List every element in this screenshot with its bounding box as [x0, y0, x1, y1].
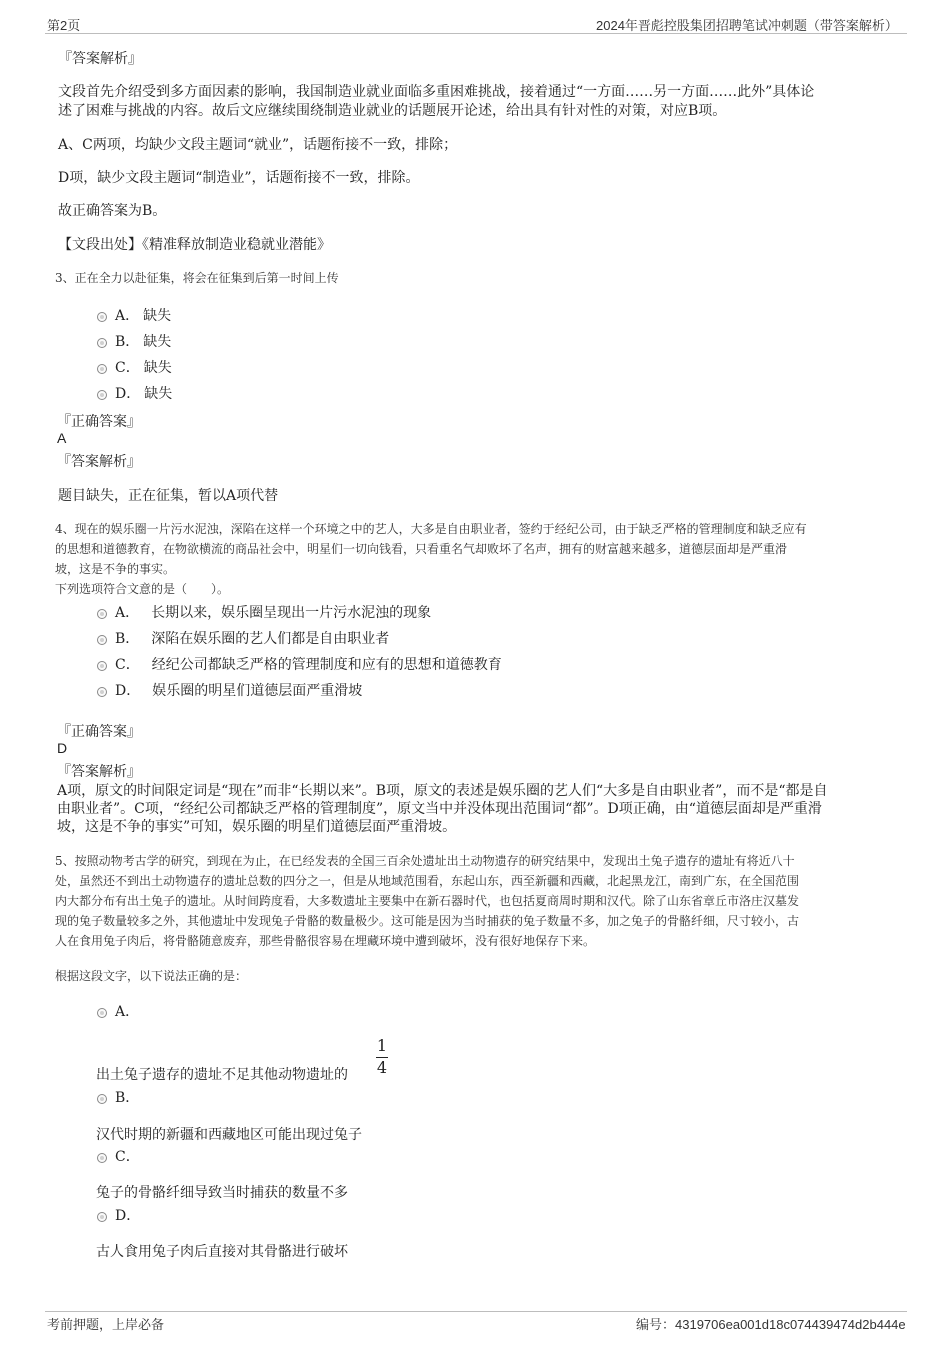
page-number: 第2页 [47, 18, 81, 33]
q5-option-b-text[interactable]: 汉代时期的新疆和西藏地区可能出现过兔子 [96, 1127, 362, 1143]
q2-conclusion: 故正确答案为B。 [58, 203, 167, 219]
footer-serial-number: 编号：4319706ea001d18c074439474d2b444e [636, 1317, 906, 1332]
option-text: 娱乐圈的明星们道德层面严重滑坡 [152, 683, 363, 699]
q4-option-c-radio[interactable] [97, 661, 107, 671]
q4-option-a[interactable] [115, 602, 431, 622]
q4-analysis-heading: 『答案解析』 [57, 764, 141, 780]
q3-answer-heading: 『正确答案』 [57, 414, 141, 430]
q3-analysis-heading: 『答案解析』 [57, 454, 141, 470]
document-title: 2024年晋彪控股集团招聘笔试冲刺题（带答案解析） [596, 18, 898, 33]
q5-option-d-letter[interactable]: D． [115, 1208, 141, 1224]
option-text: 缺失 [143, 360, 172, 376]
q4-prompt: 下列选项符合文意的是（ ）。 [55, 582, 230, 596]
option-letter: D． [115, 683, 141, 699]
q3-option-b-radio[interactable] [97, 338, 107, 348]
q4-option-d[interactable] [115, 680, 362, 700]
q3-option-b[interactable] [115, 331, 171, 351]
q5-option-d-text[interactable]: 古人食用兔子肉后直接对其骨骼进行破坏 [96, 1244, 348, 1260]
option-letter: B． [115, 631, 140, 647]
q3-answer: A [57, 430, 67, 446]
q5-option-b-letter[interactable]: B． [115, 1090, 140, 1106]
q2-d-explanation: D项，缺少文段主题词“制造业”，话题衔接不一致，排除。 [58, 170, 420, 186]
q5-stem-line-1: 5、按照动物考古学的研究，到现在为止，在已经发表的全国三百余处遗址出土动物遗存的研究结果中，发现出土兔子遗存的遗址有将近八十 [55, 854, 795, 868]
option-letter: A． [115, 308, 140, 324]
option-text: 深陷在娱乐圈的艺人们都是自由职业者 [151, 631, 390, 647]
q5-option-b-radio[interactable] [97, 1094, 107, 1104]
q5-prompt: 根据这段文字，以下说法正确的是： [55, 969, 248, 983]
q4-option-b[interactable] [115, 628, 389, 648]
q4-analysis-line-3: 坡，这是不争的事实”可知，娱乐圈的明星们道德层面严重滑坡。 [57, 819, 457, 835]
q5-option-c-radio[interactable] [97, 1153, 107, 1163]
q4-answer-heading: 『正确答案』 [57, 724, 141, 740]
q2-analysis-heading: 『答案解析』 [58, 51, 142, 67]
option-letter: A． [115, 605, 140, 621]
q3-option-a-radio[interactable] [97, 312, 107, 322]
q3-option-c-radio[interactable] [97, 364, 107, 374]
q4-option-c[interactable] [115, 654, 502, 674]
option-letter: B． [115, 334, 140, 350]
option-text: 缺失 [143, 334, 172, 350]
q3-analysis: 题目缺失，正在征集，暂以A项代替 [58, 488, 279, 504]
q4-option-d-radio[interactable] [97, 687, 107, 697]
q5-stem-line-4: 现的兔子数量较多之外，其他遗址中发现兔子骨骼的数量极少。这可能是因为当时捕获的兔子数量不多，加之兔子的骨骼纤细，尺寸较小，古 [55, 914, 800, 928]
q3-option-a[interactable] [115, 305, 171, 325]
q4-stem-line-1: 4、现在的娱乐圈一片污水泥浊，深陷在这样一个环境之中的艺人，大多是自由职业者，签约于经纪公司，由于缺乏严格的管理制度和缺乏应有 [55, 522, 807, 536]
q5-option-c-text[interactable]: 兔子的骨骼纤细导致当时捕获的数量不多 [96, 1185, 348, 1201]
option-letter: C． [115, 657, 140, 673]
q3-option-d[interactable] [115, 383, 172, 403]
header-divider [45, 33, 907, 34]
q2-analysis-line-2: 述了困难与挑战的内容。故后文应继续围绕制造业就业的话题展开论述，给出具有针对性的对策，对应B项。 [58, 103, 727, 119]
footer-slogan: 考前押题，上岸必备 [47, 1317, 165, 1332]
option-text: 缺失 [144, 386, 173, 402]
footer-divider [45, 1311, 907, 1312]
q5-option-a-text[interactable]: 出土兔子遗存的遗址不足其他动物遗址的 [96, 1067, 348, 1083]
q5-stem-line-3: 内大都分布有出土兔子的遗址。从时间跨度看，大多数遗址主要集中在新石器时代，也包括夏商周时期和汉代。除了山东省章丘市洛庄汉墓发 [55, 894, 800, 908]
q5-option-d-radio[interactable] [97, 1212, 107, 1222]
option-text: 经纪公司都缺乏严格的管理制度和应有的思想和道德教育 [151, 657, 502, 673]
q3-stem: 3、正在全力以赴征集，将会在征集到后第一时间上传 [55, 271, 339, 285]
q4-stem-line-2: 的思想和道德教育，在物欲横流的商品社会中，明星们一切向钱看，只看重名气却败坏了名声，拥有的财富越来越多，道德层面却是严重滑 [55, 542, 788, 556]
q5-stem-line-5: 人在食用兔子肉后，将骨骼随意废弃，那些骨骼很容易在埋藏环境中遭到破坏，没有很好地保存下来。 [55, 934, 596, 948]
q4-option-b-radio[interactable] [97, 635, 107, 645]
q2-source: 【文段出处】《精准释放制造业稳就业潜能》 [58, 237, 331, 253]
option-text: 长期以来，娱乐圈呈现出一片污水泥浊的现象 [151, 605, 432, 621]
q3-option-c[interactable] [115, 357, 172, 377]
q4-stem-line-3: 坡，这是不争的事实。 [55, 562, 176, 576]
q4-analysis-line-2: 由职业者”。C项，“经纪公司都缺乏严格的管理制度”，原文当中并没体现出范围词“都”。D项正确，由“道德层面却是严重滑 [57, 801, 822, 817]
q5-option-c-letter[interactable]: C． [115, 1149, 140, 1165]
q4-option-a-radio[interactable] [97, 609, 107, 619]
q3-option-d-radio[interactable] [97, 390, 107, 400]
q2-ac-explanation: A、C两项，均缺少文段主题词“就业”，话题衔接不一致，排除； [58, 137, 458, 153]
option-letter: D． [115, 386, 141, 402]
q5-stem-line-2: 处，虽然还不到出土动物遗存的遗址总数的四分之一，但是从地域范围看，东起山东，西至新疆和西藏，北起黑龙江，南到广东，在全国范围 [55, 874, 800, 888]
q4-answer: D [57, 740, 68, 756]
q5-option-a-letter[interactable]: A． [115, 1004, 140, 1020]
q4-analysis-line-1: A项，原文的时间限定词是“现在”而非“长期以来”。B项，原文的表述是娱乐圈的艺人们“大多是自由职业者”，而不是“都是自 [57, 783, 828, 799]
option-letter: C． [115, 360, 140, 376]
fraction-denominator: 4 [376, 1058, 388, 1077]
fraction-numerator: 1 [376, 1036, 388, 1055]
q2-analysis-line-1: 文段首先介绍受到多方面因素的影响，我国制造业就业面临多重困难挑战，接着通过“一方面……另一方面……此外”具体论 [58, 84, 815, 100]
option-text: 缺失 [143, 308, 172, 324]
q5-option-a-radio[interactable] [97, 1008, 107, 1018]
